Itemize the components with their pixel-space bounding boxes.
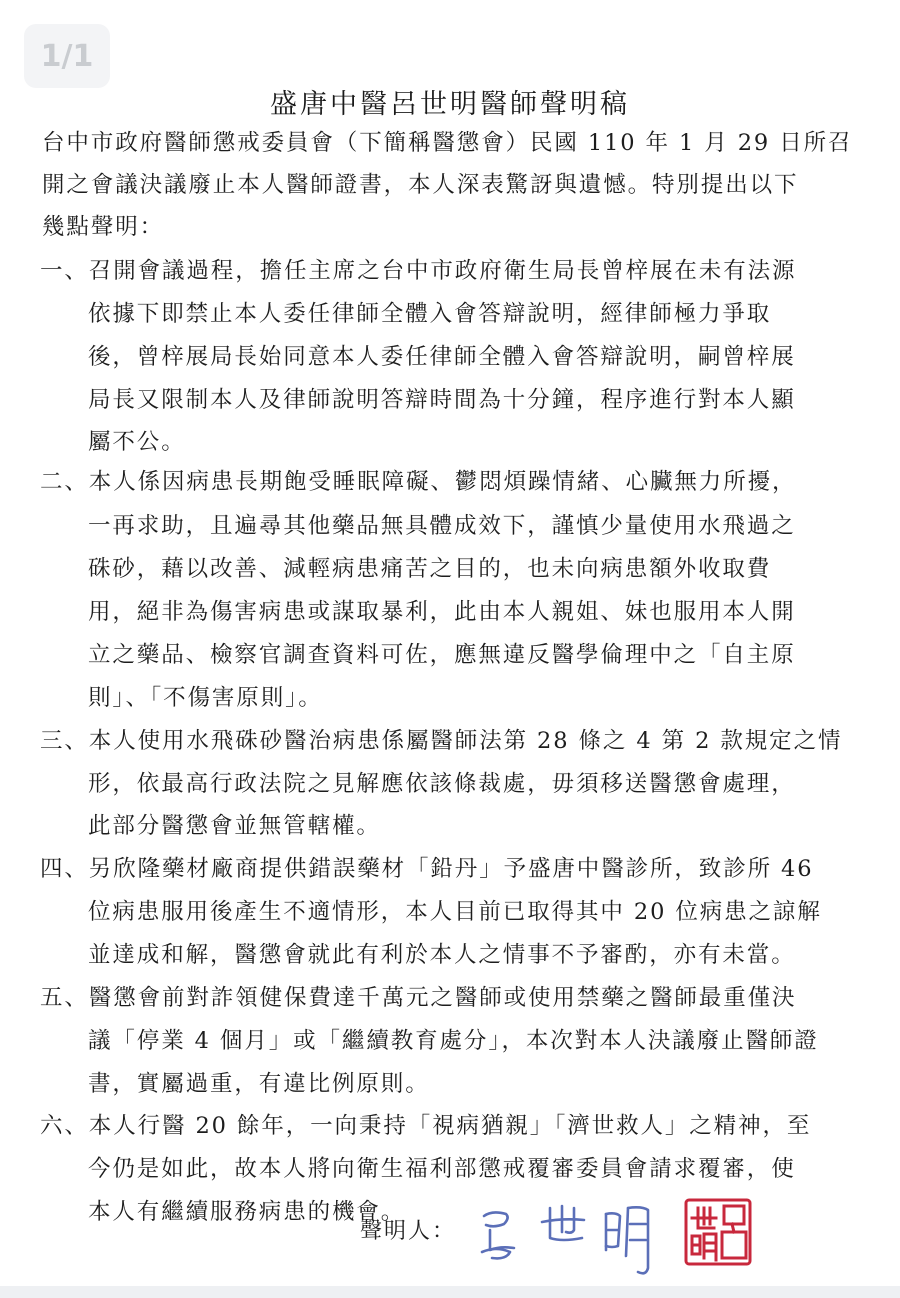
intro-line: 開之會議決議廢止本人醫師證書，本人深表驚訝與遺憾。特別提出以下 xyxy=(42,172,799,198)
item-line: 今仍是如此，故本人將向衛生福利部懲戒覆審委員會請求覆審，使 xyxy=(88,1156,796,1182)
item-line: 立之藥品、檢察官調查資料可佐，應無違反醫學倫理中之「自主原 xyxy=(88,642,796,668)
item-line: 位病患服用後產生不適情形，本人目前已取得其中 20 位病患之諒解 xyxy=(88,899,822,925)
item-line: 二、本人係因病患長期飽受睡眠障礙、鬱悶煩躁情緒、心臟無力所擾， xyxy=(40,469,797,495)
item-line: 本人有繼續服務病患的機會。 xyxy=(88,1199,406,1225)
item-line: 一再求助，且遍尋其他藥品無具體成效下，謹慎少量使用水飛過之 xyxy=(88,513,796,539)
page-indicator: 1/1 xyxy=(24,24,110,88)
item-line: 書，實屬過重，有違比例原則。 xyxy=(88,1071,430,1097)
item-line: 硃砂，藉以改善、減輕病患痛苦之目的，也未向病患額外收取費 xyxy=(88,556,772,582)
item-line: 後，曾梓展局長始同意本人委任律師全體入會答辯說明，嗣曾梓展 xyxy=(88,344,796,370)
item-line: 用，絕非為傷害病患或謀取暴利，此由本人親姐、妹也服用本人開 xyxy=(88,599,796,625)
item-line: 四、另欣隆藥材廠商提供錯誤藥材「鉛丹」予盛唐中醫診所，致診所 46 xyxy=(40,856,814,882)
red-seal-stamp xyxy=(682,1196,754,1268)
item-line: 三、本人使用水飛硃砂醫治病患係屬醫師法第 28 條之 4 第 2 款規定之情 xyxy=(40,728,843,754)
signature-label: 聲明人： xyxy=(360,1219,457,1244)
page-bottom-edge xyxy=(0,1286,900,1298)
intro-line: 幾點聲明： xyxy=(42,214,165,240)
intro-line: 台中市政府醫師懲戒委員會（下簡稱醫懲會）民國 110 年 1 月 29 日所召 xyxy=(42,130,853,156)
item-line: 議「停業 4 個月」或「繼續教育處分」，本次對本人決議廢止醫師證 xyxy=(88,1028,819,1054)
handwritten-signature xyxy=(470,1192,670,1282)
item-line: 並達成和解，醫懲會就此有利於本人之情事不予審酌，亦有未當。 xyxy=(88,942,796,968)
item-line: 五、醫懲會前對詐領健保費達千萬元之醫師或使用禁藥之醫師最重僅決 xyxy=(40,985,797,1011)
item-line: 局長又限制本人及律師說明答辯時間為十分鐘，程序進行對本人顯 xyxy=(88,387,796,413)
item-line: 屬不公。 xyxy=(88,429,186,455)
item-line: 此部分醫懲會並無管轄權。 xyxy=(88,813,381,839)
item-line: 則」、「不傷害原則」。 xyxy=(88,685,323,711)
item-line: 形，依最高行政法院之見解應依該條裁處，毋須移送醫懲會處理， xyxy=(88,771,796,797)
item-line: 依據下即禁止本人委任律師全體入會答辯說明，經律師極力爭取 xyxy=(88,301,772,327)
item-line: 六、本人行醫 20 餘年，一向秉持「視病猶親」「濟世救人」之精神，至 xyxy=(40,1113,812,1139)
item-line: 一、召開會議過程，擔任主席之台中市政府衛生局長曾梓展在未有法源 xyxy=(40,258,797,284)
document-title: 盛唐中醫呂世明醫師聲明稿 xyxy=(270,89,630,120)
